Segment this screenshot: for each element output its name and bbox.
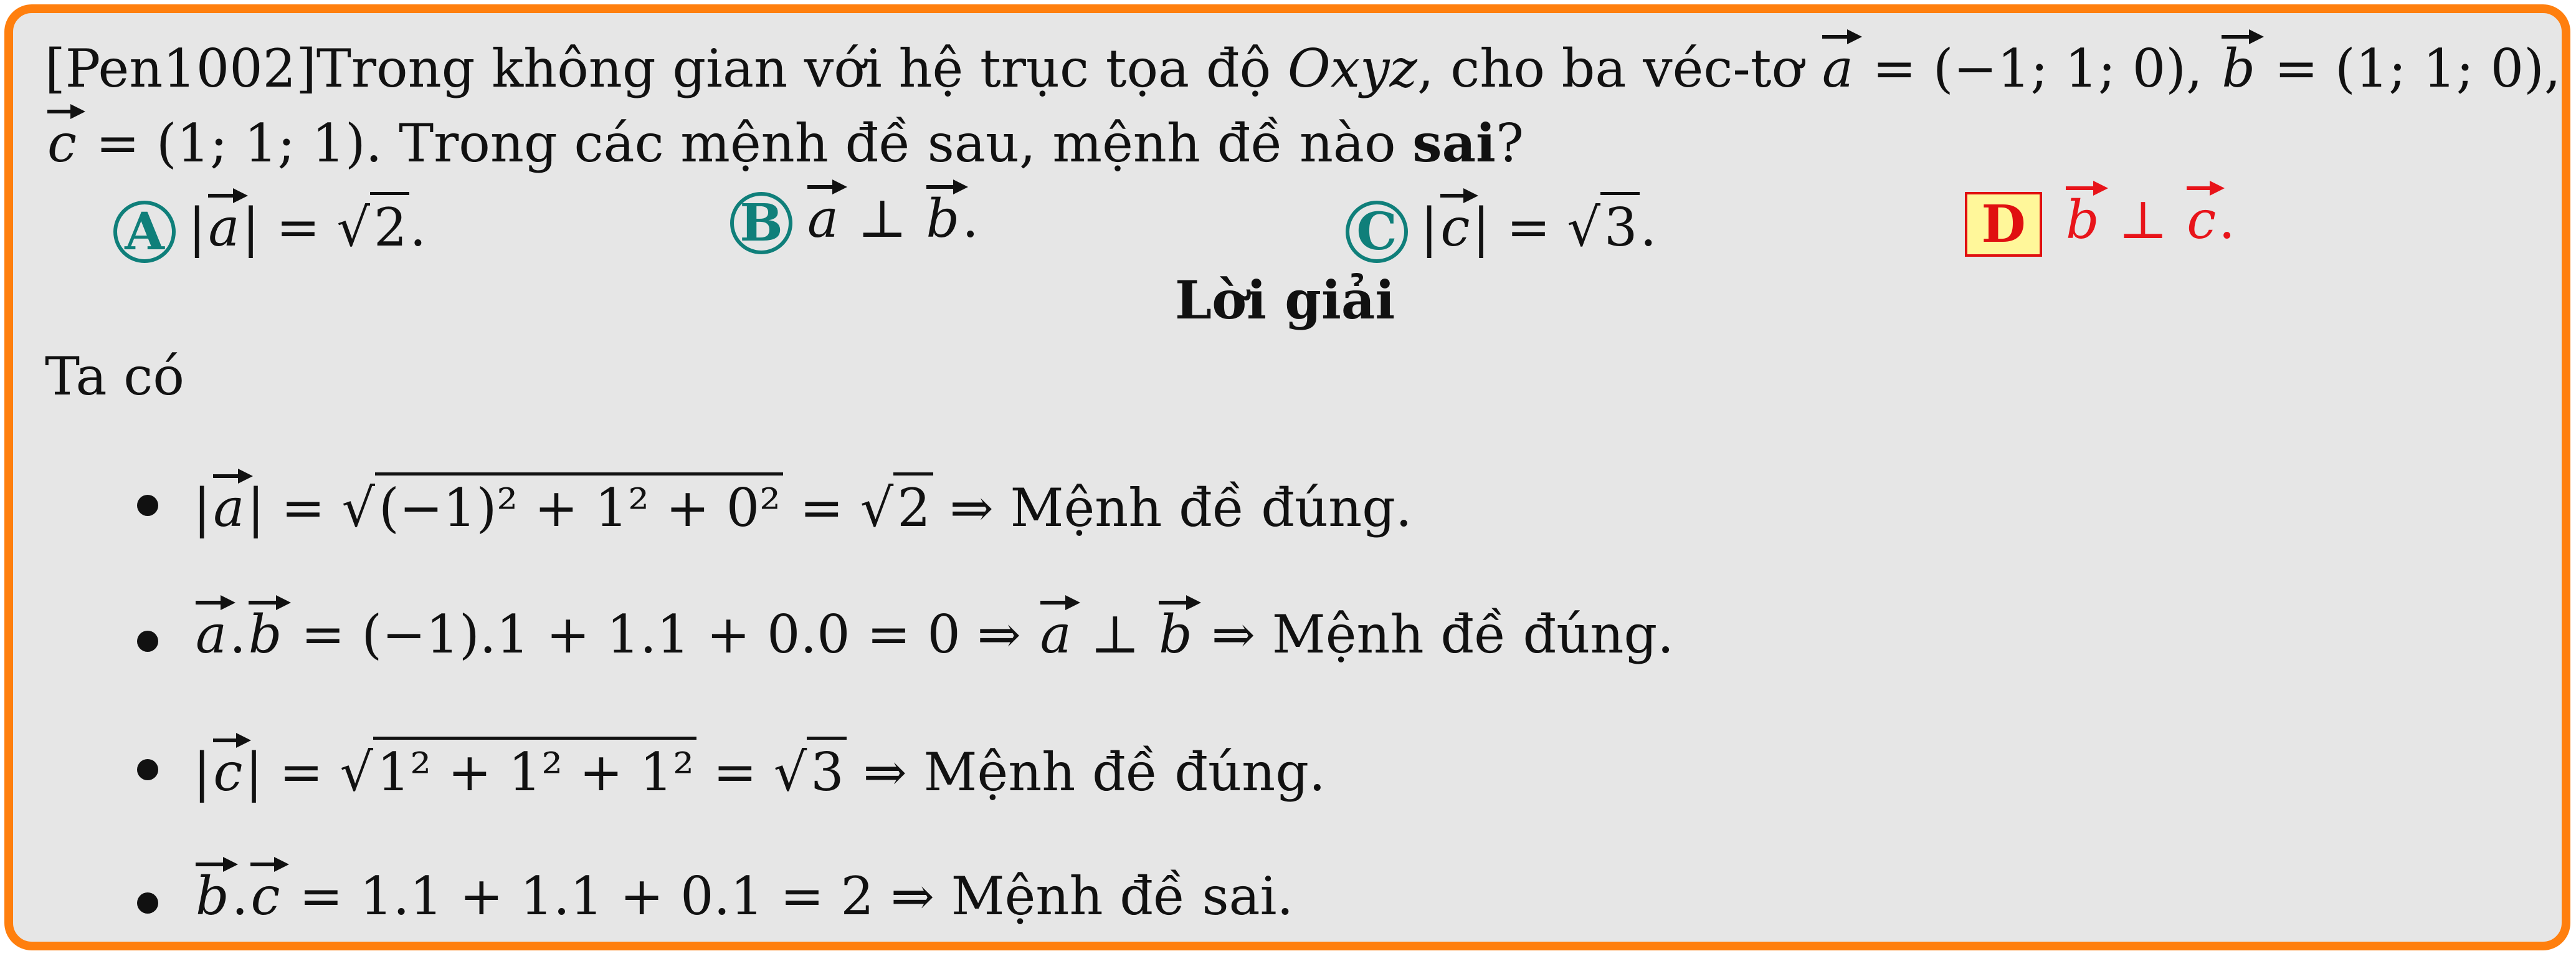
question-end: ?	[1495, 113, 1524, 174]
bullet-2	[137, 631, 158, 652]
problem-line-1	[45, 38, 2561, 99]
problem-id: [Pen1002]	[45, 38, 316, 99]
step2-vector-b-2: b	[1156, 608, 1195, 661]
solution-step-4: b.c = 1.1 + 1.1 + 0.1 = 2 ⇒ Mệnh đề sai.	[193, 870, 1293, 922]
option-a-pre: |	[188, 197, 206, 258]
option-a-sqrt: √2	[337, 192, 410, 254]
step3-sqrt: √1² + 1² + 1²	[340, 737, 696, 798]
solution-step-2: a.b = (−1).1 + 1.1 + 0.0 = 0 ⇒ a ⊥ b ⇒ Mệnh đề đúng.	[193, 608, 1674, 661]
option-b-label: B	[730, 192, 792, 254]
solution-intro: Ta có	[45, 346, 184, 407]
bullet-4	[137, 892, 158, 914]
option-c-post: | =	[1472, 197, 1567, 258]
step2-vector-a-2: a	[1038, 608, 1074, 661]
step3-vector-c: c	[211, 746, 245, 798]
step3-sqrt-result: √3	[774, 737, 847, 798]
vector-b-value: = (1; 1; 0),	[2258, 38, 2561, 99]
option-d-vector-1: b	[2063, 194, 2102, 246]
question-keyword: sai	[1412, 112, 1496, 174]
option-a-label: A	[113, 201, 176, 263]
step4-vector-c: c	[248, 870, 282, 922]
option-c-vector: c	[1438, 201, 1472, 254]
vector-c-value: = (1; 1; 1). Trong các mệnh đề sau, mệnh đề nào	[79, 113, 1413, 174]
option-d-vector-2: c	[2184, 194, 2218, 246]
problem-line-2	[45, 112, 1524, 174]
option-d[interactable]: D b ⊥ c.	[1965, 192, 2235, 257]
vector-a-value: = (−1; 1; 0),	[1855, 38, 2220, 99]
step2-vector-a: a	[193, 608, 229, 661]
vector-b: b	[2219, 42, 2258, 95]
step2-vector-b: b	[246, 608, 285, 661]
option-b-operator: ⊥	[841, 188, 924, 249]
step1-vector-a: a	[211, 482, 247, 534]
option-a-post: | =	[242, 197, 337, 258]
bullet-3	[137, 759, 158, 780]
option-a-vector: a	[206, 201, 242, 254]
coordinate-space: Oxyz	[1287, 38, 1417, 99]
option-b[interactable]: B a ⊥ b.	[730, 192, 979, 254]
option-d-label-correct: D	[1965, 192, 2042, 257]
problem-intro: Trong không gian với hệ trục tọa độ	[316, 38, 1288, 99]
vector-c: c	[45, 117, 79, 170]
option-b-vector-1: a	[805, 193, 841, 245]
option-b-vector-2: b	[924, 193, 962, 245]
option-c[interactable]: C |c| = √3.	[1346, 192, 1656, 263]
vector-a: a	[1820, 42, 1856, 95]
option-d-operator: ⊥	[2101, 189, 2185, 251]
option-c-sqrt: √3	[1567, 192, 1640, 254]
solution-heading: Lời giải	[1175, 269, 1395, 331]
option-a[interactable]: A |a| = √2.	[113, 192, 426, 263]
option-c-pre: |	[1420, 197, 1438, 258]
step4-vector-b: b	[193, 870, 232, 922]
solution-step-1: |a| = √(−1)² + 1² + 0² = √2 ⇒ Mệnh đề đúng.	[193, 472, 1412, 534]
solution-step-3: |c| = √1² + 1² + 1² = √3 ⇒ Mệnh đề đúng.	[193, 737, 1326, 798]
problem-mid: , cho ba véc-tơ	[1417, 38, 1820, 99]
option-c-label: C	[1346, 201, 1408, 263]
step1-sqrt-result: √2	[860, 472, 933, 534]
bullet-1	[137, 495, 158, 516]
step1-sqrt: √(−1)² + 1² + 0²	[342, 472, 783, 534]
